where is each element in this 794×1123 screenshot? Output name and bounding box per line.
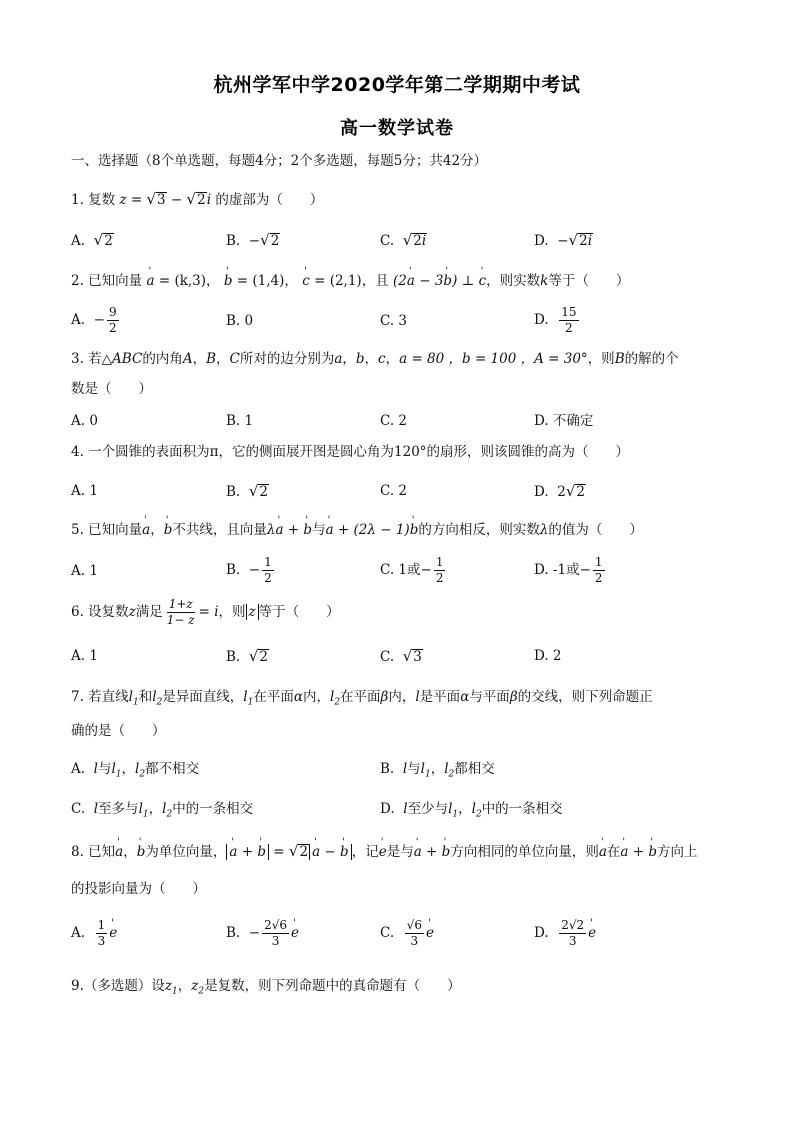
q1-option-a: A. √ 2	[71, 231, 113, 249]
question-9: 9.（多选题）设$z_1$，$z_2$是复数，则下列命题中的真命题有（ ）	[71, 978, 461, 997]
page-subtitle: 高一数学试卷	[340, 118, 454, 139]
q2-option-d: D. $\frac{15}{2}$	[534, 305, 577, 335]
q8-option-a: A. $\frac{1}{3}$ ' e	[71, 918, 117, 949]
question-3: 3. 若△ABC的内角A，B，C所对的边分别为a，b，c，a = 80 ，b = 100 ，A = 30°，则B的解的个	[71, 351, 679, 367]
question-4: 4. 一个圆锥的表面积为π，它的侧面展开图是圆心角为120°的扇形，则该圆锥的高为（ ）	[71, 444, 630, 460]
q8-option-c: C. $\frac{√6}{3}$ ' e	[380, 918, 434, 949]
q6-option-c: C. √ 3	[380, 647, 422, 665]
q6-option-b: B. √ 2	[226, 647, 268, 665]
question-5: 5. 已知向量' a，' b不共线，且向量λ' a + ' b与' a + (2λ − 1)' b的方向相反，则实数λ的值为（ ）	[71, 521, 643, 539]
question-7: 7. 若直线$l_1$和$l_2$是异面直线，$l_1$在平面α内，$l_2$在平面β内，l是平面α与平面β的交线，则下列命题正	[71, 689, 653, 708]
q4-option-a: A. 1	[71, 483, 98, 499]
question-3-cont: 数是（ ）	[71, 381, 152, 397]
q5-option-c: C. 1或− $\frac{1}{2}$	[380, 555, 444, 585]
q6-option-a: A. 1	[71, 648, 98, 664]
question-6: 6. 设复数z满足 $\frac{1+z}{1- z}$ = i，则 z 等于（ ）	[71, 597, 340, 627]
q3-option-a: A. 0	[71, 413, 98, 429]
question-8: 8. 已知' a，' b为单位向量，' a + ' b = √ 2 ' a − ' b ，记' e是与' a + ' b方向相同的单位向量，则' a在' a + ' b方向上	[71, 842, 698, 861]
q4-option-b: B. √ 2	[226, 482, 268, 500]
q3-option-c: C. 2	[380, 413, 408, 429]
q5-option-a: A. 1	[71, 563, 98, 579]
q3-option-d: D. 不确定	[534, 413, 594, 429]
q2-option-c: C. 3	[380, 313, 408, 329]
q7-option-d: D. l至少与$l_1$，$l_2$中的一条相交	[380, 801, 563, 820]
section-heading: 一、选择题（8个单选题，每题4分；2个多选题，每题5分；共42分）	[71, 153, 488, 169]
q5-option-d: D. -1或− $\frac{1}{2}$	[534, 555, 603, 585]
q7-option-a: A. l与$l_1$，$l_2$都不相交	[71, 761, 200, 780]
q7-option-b: B. l与$l_1$，$l_2$都相交	[380, 761, 495, 780]
q8-option-b: B. − $\frac{2√6}{3}$ ' e	[226, 918, 299, 949]
question-8-cont: 的投影向量为（ ）	[71, 881, 206, 897]
q1-option-d: D. − √ 2i	[534, 231, 593, 249]
q5-option-b: B. − $\frac{1}{2}$	[226, 555, 272, 585]
q4-option-d: D. 2 √ 2	[534, 482, 585, 500]
q1-expression: z = √ 3 − √ 2 i	[119, 190, 212, 208]
q8-option-d: D. $\frac{2√2}{3}$ ' e	[534, 918, 596, 949]
question-2: 2. 已知向量 ' a = (k,3)， ' b = (1,4)， ' c = (2,1)，且 (2' a − 3' b) ⊥ ' c，则实数k等于（ ）	[71, 272, 629, 290]
question-7-cont: 确的是（ ）	[71, 723, 166, 739]
q7-option-c: C. l至多与$l_1$，$l_2$中的一条相交	[71, 801, 254, 820]
q2-option-b: B. 0	[226, 313, 254, 329]
q2-option-a: A. − $\frac{9}{2}$	[71, 305, 117, 335]
q1-option-b: B. − √ 2	[226, 231, 280, 249]
page-title: 杭州学军中学2020学年第二学期期中考试	[213, 74, 581, 96]
q3-option-b: B. 1	[226, 413, 254, 429]
q6-option-d: D. 2	[534, 648, 562, 664]
q4-option-c: C. 2	[380, 483, 408, 499]
q1-option-c: C. √ 2i	[380, 231, 427, 249]
question-1: 1. 复数 z = √ 3 − √ 2 i 的虚部为（ ）	[71, 190, 324, 208]
